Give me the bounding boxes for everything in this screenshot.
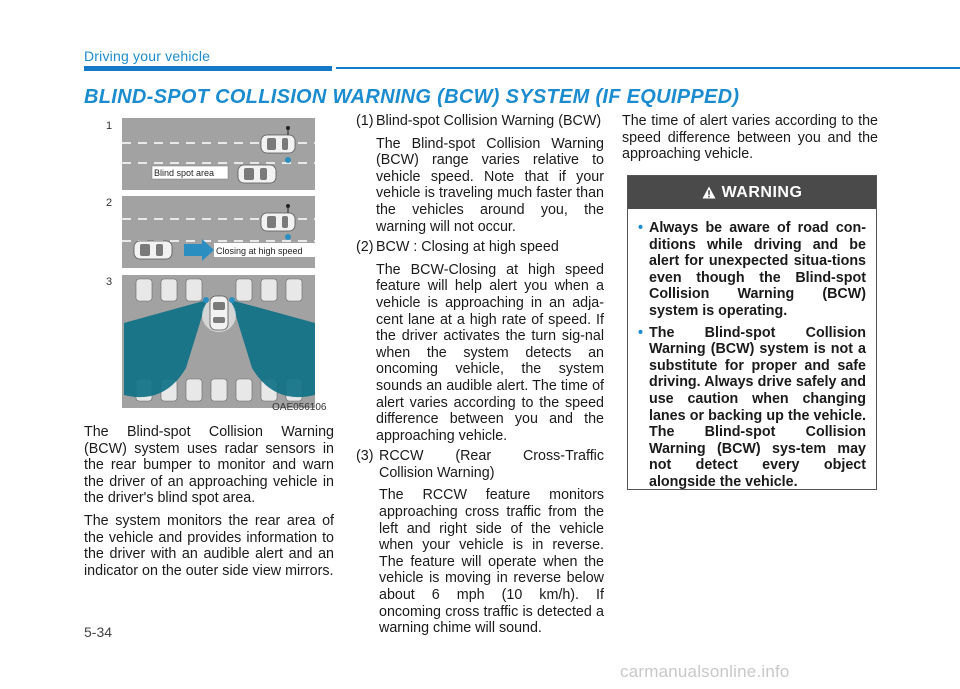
closing-label: Closing at high speed (216, 246, 303, 256)
watermark: carmanualsonline.info (620, 662, 790, 681)
warning-item-1-text: Always be aware of road con-ditions while driving and be alert for unexpected situa-tions even though the Blind-spot Collision Warning (BCW) system is operating. (649, 220, 866, 319)
feature-3-heading (356, 448, 604, 481)
feature-3-number: (3) (356, 448, 374, 465)
feature-2-number: (2) (356, 239, 374, 256)
figure-number-2: 2 (106, 197, 113, 209)
bullet-icon: • (638, 324, 644, 341)
warning-header (628, 176, 876, 209)
feature-1-title: Blind-spot Collision Warning (BCW) (376, 113, 602, 129)
intro-column (84, 424, 334, 585)
warning-list (628, 209, 876, 491)
feature-2-title: BCW : Closing at high speed (376, 239, 559, 256)
car-own-3 (210, 296, 228, 330)
car-blindspot (238, 165, 276, 183)
feature-1-heading (356, 113, 604, 130)
warning-item-2 (638, 325, 866, 491)
car-own-2 (261, 213, 295, 231)
warning-triangle-icon (702, 186, 716, 199)
car-own-1 (261, 135, 295, 153)
intro-paragraph-1: The Blind-spot Collision Warning (BCW) system uses radar sensors in the rear bumper to monitor and warn the driver of an approaching vehicle in the driver's blind spot area. (84, 424, 334, 507)
feature-1-body: The Blind-spot Collision Warning (BCW) range varies relative to vehicle speed. Note that if your vehicle is traveling much faster than the vehicles around you, the warning will not occur. (376, 135, 604, 235)
warning-item-1 (638, 220, 866, 320)
figure-number-1: 1 (106, 120, 113, 132)
page-title: BLIND-SPOT COLLISION WARNING (BCW) SYSTEM (IF EQUIPPED) (84, 86, 740, 108)
warning-box (627, 175, 877, 490)
figure-number-3: 3 (106, 276, 113, 288)
intro-paragraph-2: The system monitors the rear area of the vehicle and provides information to the driver with an audible alert and an indicator on the outer side view mirrors. (84, 512, 334, 579)
warning-item-2-text: The Blind-spot Collision Warning (BCW) system is not a substitute for proper and safe driving. Always drive safely and use caution when changing lanes or backing up the vehicle. The Blind-spot Collision Warning (BCW) sys-tem may not detect every object alongside the vehicle. (649, 324, 866, 490)
feature-3-title: RCCW (Rear Cross-Traffic Collision Warning) (379, 448, 604, 481)
car-approaching (134, 241, 172, 259)
blind-spot-label: Blind spot area (154, 168, 215, 178)
warning-label: WARNING (721, 183, 803, 201)
features-column (356, 113, 604, 641)
sensor-dot-1 (285, 157, 291, 163)
header-rule-thin (336, 67, 960, 69)
feature-1-number: (1) (356, 113, 374, 129)
bullet-icon: • (638, 220, 644, 236)
bcw-illustration (84, 113, 334, 415)
alert-timing-paragraph: The time of alert varies according to the speed difference between you and the approaching vehicle. (622, 113, 878, 163)
sensor-dot-3b (229, 297, 235, 303)
sensor-dot-2 (285, 234, 291, 240)
figure-code: OAE056106 (272, 402, 327, 413)
feature-3-body: The RCCW feature monitors approaching cross traffic from the left and right side of the vehicle when your vehicle is in reverse. The feature will operate when the vehicle is moving in reverse below about 6 mph (10 km/h). If oncoming cross traffic is detected a warning chime will sound. (379, 487, 604, 637)
feature-2-body: The BCW-Closing at high speed feature will help alert you when a vehicle is approaching in an adja-cent lane at a high rate of speed. If the driver activates the turn sig-nal when the system detects an oncoming vehicle, the system sounds an audible alert. The time of alert varies according to the speed difference between you and the approaching vehicle. (376, 261, 604, 444)
section-label: Driving your vehicle (84, 48, 211, 64)
sensor-dot-3a (203, 297, 209, 303)
header-rule-thick (84, 66, 332, 71)
feature-2-heading (356, 239, 604, 256)
page-number: 5-34 (84, 624, 113, 640)
alert-timing-column (622, 113, 878, 169)
